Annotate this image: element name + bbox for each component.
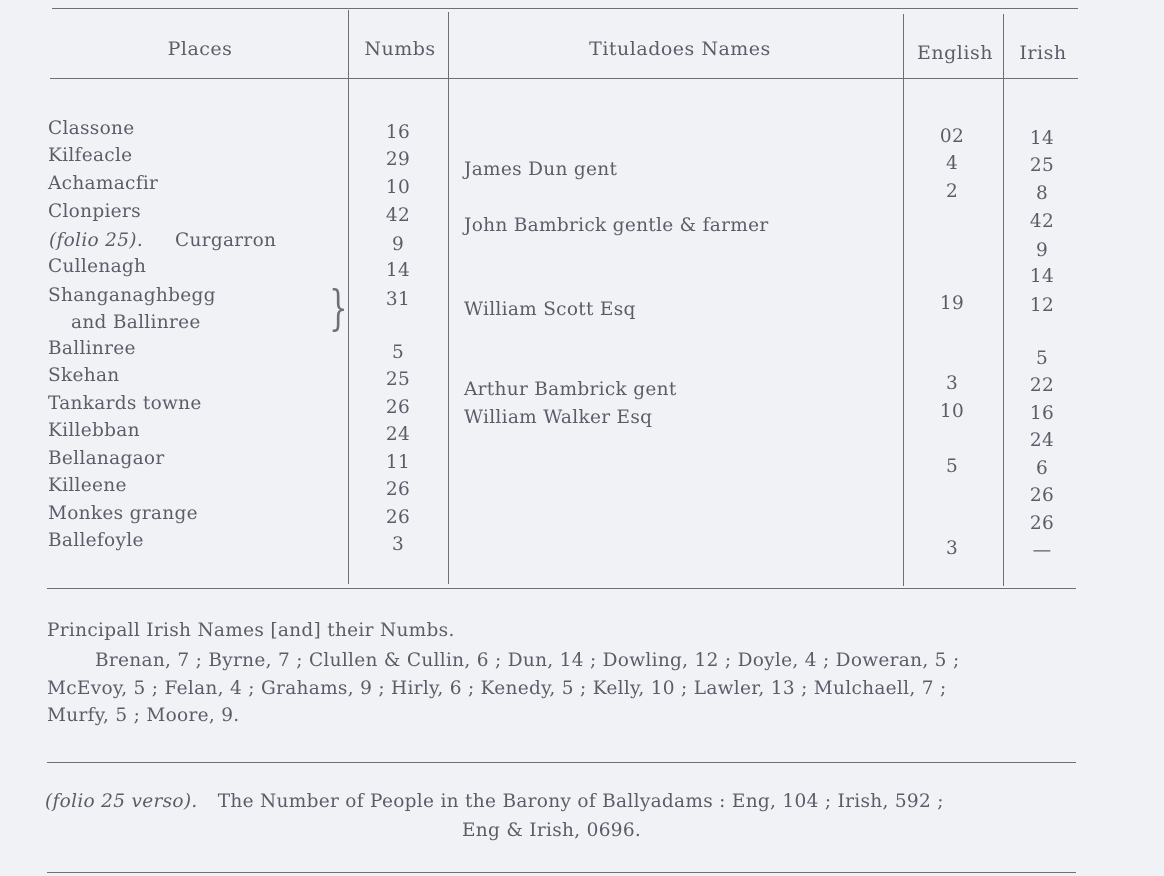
numbs-value: 26 <box>385 397 411 418</box>
column-divider-2 <box>448 12 449 584</box>
footer-line-1 <box>45 791 944 812</box>
brace-mark: } <box>329 280 348 336</box>
irish-value: 9 <box>1035 240 1049 261</box>
numbs-value: 9 <box>391 234 405 255</box>
irish-value: 14 <box>1029 128 1055 149</box>
irish-value: 25 <box>1029 155 1055 176</box>
numbs-value: 42 <box>385 205 411 226</box>
header-irish: Irish <box>1019 42 1067 64</box>
english-value: 2 <box>945 181 959 202</box>
english-value: 02 <box>939 126 965 147</box>
titulado-name: John Bambrick gentle & farmer <box>464 215 769 236</box>
numbs-value: 5 <box>391 342 405 363</box>
english-value: 19 <box>939 293 965 314</box>
numbs-value: 11 <box>385 452 411 473</box>
header-tituladoes-names: Tituladoes Names <box>589 38 771 60</box>
place-name: Killeene <box>48 475 127 496</box>
place-name: Curgarron <box>175 230 277 251</box>
irish-value: 16 <box>1029 403 1055 424</box>
english-value: 3 <box>945 538 959 559</box>
titulado-name: William Walker Esq <box>464 407 653 428</box>
english-value: 10 <box>939 401 965 422</box>
numbs-value: 29 <box>385 149 411 170</box>
titulado-name: Arthur Bambrick gent <box>464 379 677 400</box>
numbs-value: 24 <box>385 424 411 445</box>
column-divider-1 <box>348 10 349 584</box>
place-name: Ballefoyle <box>48 530 144 551</box>
footer-line-2: Eng & Irish, 0696. <box>462 820 642 841</box>
place-folio-note: (folio 25). <box>49 230 143 251</box>
header-rule <box>50 78 1078 79</box>
numbs-value: 3 <box>391 534 405 555</box>
irish-value: 42 <box>1029 211 1055 232</box>
numbs-value: 10 <box>385 177 411 198</box>
column-divider-3 <box>903 14 904 586</box>
place-name: Achamacfir <box>48 173 159 194</box>
header-places: Places <box>167 38 233 60</box>
principall-heading: Principall Irish Names [and] their Numbs. <box>47 620 455 641</box>
place-name: Tankards towne <box>48 393 202 414</box>
place-name: Clonpiers <box>48 201 141 222</box>
place-name: Skehan <box>48 365 120 386</box>
table-top-rule <box>52 8 1078 9</box>
irish-value: 6 <box>1035 458 1049 479</box>
irish-value: 22 <box>1029 375 1055 396</box>
place-name: Kilfeacle <box>48 145 133 166</box>
place-name: Monkes grange <box>48 503 198 524</box>
numbs-value: 25 <box>385 369 411 390</box>
numbs-value: 14 <box>385 260 411 281</box>
irish-value: 26 <box>1029 513 1055 534</box>
place-name-continued: and Ballinree <box>71 312 201 333</box>
irish-value: 8 <box>1035 183 1049 204</box>
header-english: English <box>917 42 993 64</box>
table-bottom-rule <box>47 588 1076 589</box>
titulado-name: James Dun gent <box>464 159 618 180</box>
numbs-value: 31 <box>385 289 411 310</box>
place-name: Shanganaghbegg <box>48 285 216 306</box>
place-name: Ballinree <box>48 338 136 359</box>
place-name: Cullenagh <box>48 256 147 277</box>
page-bottom-rule <box>47 872 1076 873</box>
place-name: Killebban <box>48 420 140 441</box>
numbs-value: 26 <box>385 479 411 500</box>
numbs-value: 26 <box>385 507 411 528</box>
place-name: Classone <box>48 118 135 139</box>
barony-total-text: The Number of People in the Barony of Ballyadams : Eng, 104 ; Irish, 592 ; <box>217 791 944 812</box>
titulado-name: William Scott Esq <box>464 299 636 320</box>
column-divider-4 <box>1003 14 1004 586</box>
place-name: Bellanagaor <box>48 448 165 469</box>
header-numbs: Numbs <box>364 38 436 60</box>
irish-value: 5 <box>1035 348 1049 369</box>
irish-value: — <box>1032 540 1052 561</box>
english-value: 4 <box>945 153 959 174</box>
footer-top-rule <box>47 762 1076 763</box>
irish-value: 24 <box>1029 430 1055 451</box>
english-value: 3 <box>945 373 959 394</box>
irish-value: 14 <box>1029 266 1055 287</box>
numbs-value: 16 <box>385 122 411 143</box>
english-value: 5 <box>945 456 959 477</box>
principall-line-3: Murfy, 5 ; Moore, 9. <box>47 705 240 726</box>
folio-note: (folio 25 verso). <box>45 791 198 812</box>
irish-value: 26 <box>1029 485 1055 506</box>
irish-value: 12 <box>1029 295 1055 316</box>
principall-line-1: Brenan, 7 ; Byrne, 7 ; Clullen & Cullin, 6 ; Dun, 14 ; Dowling, 12 ; Doyle, 4 ; Doweran, 5 ; <box>95 650 960 671</box>
principall-line-2: McEvoy, 5 ; Felan, 4 ; Grahams, 9 ; Hirly, 6 ; Kenedy, 5 ; Kelly, 10 ; Lawler, 13 ; Mulchaell, 7 ; <box>47 678 947 699</box>
